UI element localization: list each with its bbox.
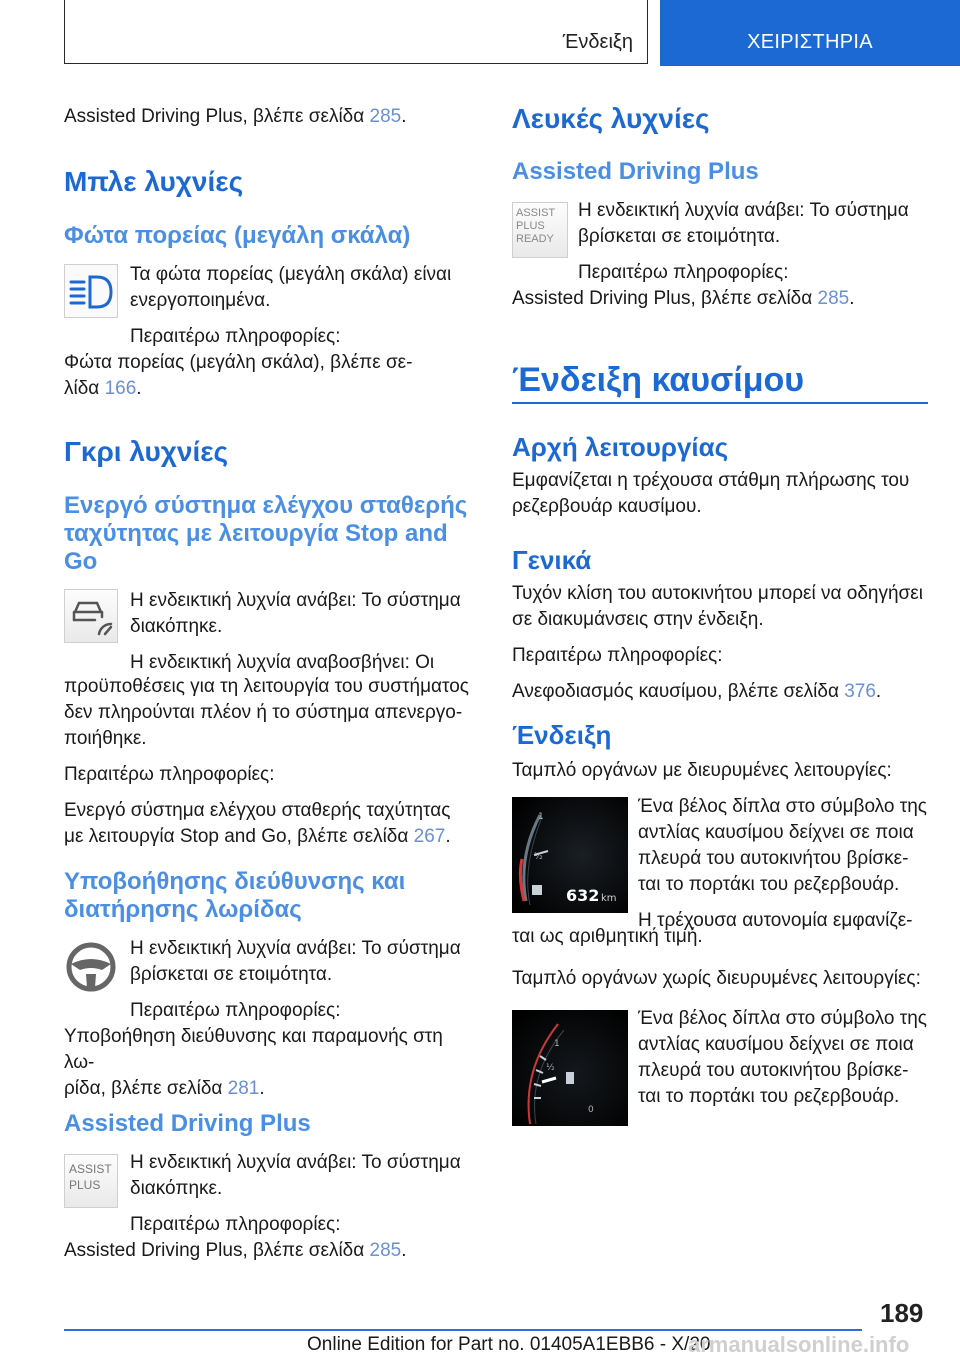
lane-desc: Η ενδεικτική λυχνία ανάβει: Το σύστημα βρίσκεται σε ετοιμότητα. Περαιτέρω πληροφορίες: xyxy=(130,938,461,1021)
left-intro: Assisted Driving Plus, βλέπε σελίδα 285. xyxy=(64,106,407,127)
header-chapter-tab xyxy=(660,0,960,66)
gauge2-empty-label: 0 xyxy=(588,1105,594,1115)
adp-left-ref: Assisted Driving Plus, βλέπε σελίδα 285. xyxy=(64,1240,407,1261)
page-link[interactable]: 281 xyxy=(227,1078,260,1099)
header-chapter: ΧΕΙΡΙΣΤΗΡΙΑ xyxy=(747,31,873,53)
gauge2-full-label: 1 xyxy=(554,1039,560,1049)
adp-right-ref: Assisted Driving Plus, βλέπε σελίδα 285. xyxy=(512,288,855,309)
page-link[interactable]: 166 xyxy=(104,378,137,399)
range-value: 632 xyxy=(566,886,600,905)
acc-desc: Η ενδεικτική λυχνία ανάβει: Το σύστημα διακόπηκε. Η ενδεικτική λυχνία αναβοσβήνει: Οι xyxy=(130,590,461,673)
assist-plus-ready-icon: ASSIST PLUS READY xyxy=(512,202,568,258)
fuel-gauge-extended-image xyxy=(512,797,628,913)
display-range-cont: ται ως αριθμητική τιμή. xyxy=(512,926,703,947)
header-section-box xyxy=(64,0,648,64)
range-unit: km xyxy=(601,893,617,904)
display-std-label: Ταμπλό οργάνων χωρίς διευρυμένες λειτουργίες: xyxy=(512,968,921,989)
display-ext-label: Ταμπλό οργάνων με διευρυμένες λειτουργίες: xyxy=(512,760,892,781)
gauge2-half-label: ½ xyxy=(546,1063,555,1073)
page-link[interactable]: 267 xyxy=(413,826,446,847)
lane-title: Υποβοήθησης διεύθυνσης και διατήρησης λωρίδας xyxy=(64,868,406,923)
adp-left-title: Assisted Driving Plus xyxy=(64,1110,311,1137)
principle-section: Αρχή λειτουργίας Εμφανίζεται η τρέχουσα στάθμη πλήρωσης του ρεζερβουάρ καυσίμου. xyxy=(512,432,910,517)
watermark: armanualsonline.info xyxy=(688,1332,910,1357)
high-beam-desc: Τα φώτα πορείας (μεγάλη σκάλα) είναι ενεργοποιημένα. Περαιτέρω πληροφορίες: xyxy=(130,264,452,347)
display-title: Ένδειξη xyxy=(512,720,612,750)
header-section: Ένδειξη xyxy=(562,31,633,53)
assist-plus-icon: ASSIST PLUS xyxy=(64,1154,118,1208)
page-link[interactable]: 376 xyxy=(844,681,876,702)
acc-icon xyxy=(64,589,118,643)
heading-rule xyxy=(512,402,928,404)
blue-lights-heading: Μπλε λυχνίες xyxy=(64,166,244,197)
gauge-half-label: ½ xyxy=(534,852,543,862)
high-beam-icon xyxy=(64,264,118,318)
adp-right-desc: Η ενδεικτική λυχνία ανάβει: Το σύστημα βρίσκεται σε ετοιμότητα. Περαιτέρω πληροφορίες: xyxy=(578,200,909,283)
high-beam-ref: Φώτα πορείας (μεγάλη σκάλα), βλέπε σε- λίδα 166. xyxy=(64,352,413,399)
fuel-gauge-heading: Ένδειξη καυσίμου xyxy=(512,361,805,399)
high-beam-title: Φώτα πορείας (μεγάλη σκάλα) xyxy=(64,222,411,249)
gauge-full-label: 1 xyxy=(538,812,544,822)
lane-ref: Υποβοήθηση διεύθυνσης και παραμονής στη λω- ρίδα, βλέπε σελίδα 281. xyxy=(64,1026,443,1099)
steering-wheel-icon xyxy=(64,940,118,994)
white-lights-heading: Λευκές λυχνίες xyxy=(512,103,710,134)
fuel-gauge-standard-image xyxy=(512,1010,628,1126)
display-ext-desc: Ένα βέλος δίπλα στο σύμβολο της αντλίας καυσίμου δείχνει σε ποια πλευρά του αυτοκινήτου βρίσκε- ται το πορτάκι του ρεζερβουάρ. Η τρέχουσα αυτονομία εμφανίζε- xyxy=(638,796,927,931)
page-link[interactable]: 285 xyxy=(817,288,850,309)
footer-edition: Online Edition for Part no. 01405A1EBB6 - X/20 xyxy=(307,1334,711,1355)
grey-lights-heading: Γκρι λυχνίες xyxy=(64,436,229,467)
display-std-desc: Ένα βέλος δίπλα στο σύμβολο της αντλίας καυσίμου δείχνει σε ποια πλευρά του αυτοκινήτου βρίσκε- ται το πορτάκι του ρεζερβουάρ. xyxy=(638,1008,927,1107)
adp-right-title: Assisted Driving Plus xyxy=(512,158,759,185)
page-link[interactable]: 285 xyxy=(369,106,402,127)
acc-desc-cont: προϋποθέσεις για τη λειτουργία του συστήματος δεν πληρούνται πλέον ή το σύστημα απενεργο- ποιήθηκε. Περαιτέρω πληροφορίες: Ενεργό σύστημα ελέγχου σταθερής ταχύτητας με λειτουργία Stop and Go, βλέπε σελίδα 267. xyxy=(64,676,469,847)
page-number: 189 xyxy=(880,1298,924,1328)
footer-rule xyxy=(64,1329,862,1331)
general-section: Γενικά Τυχόν κλίση του αυτοκινήτου μπορεί να οδηγήσει σε διακυμάνσεις στην ένδειξη. Περαιτέρω πληροφορίες: Ανεφοδιασμός καυσίμου, βλέπε σελίδα 376. xyxy=(512,545,923,702)
adp-left-desc: Η ενδεικτική λυχνία ανάβει: Το σύστημα διακόπηκε. Περαιτέρω πληροφορίες: xyxy=(130,1152,461,1235)
acc-title: Ενεργό σύστημα ελέγχου σταθερής ταχύτητας με λειτουργία Stop and Go xyxy=(64,492,468,575)
page-link[interactable]: 285 xyxy=(369,1240,402,1261)
